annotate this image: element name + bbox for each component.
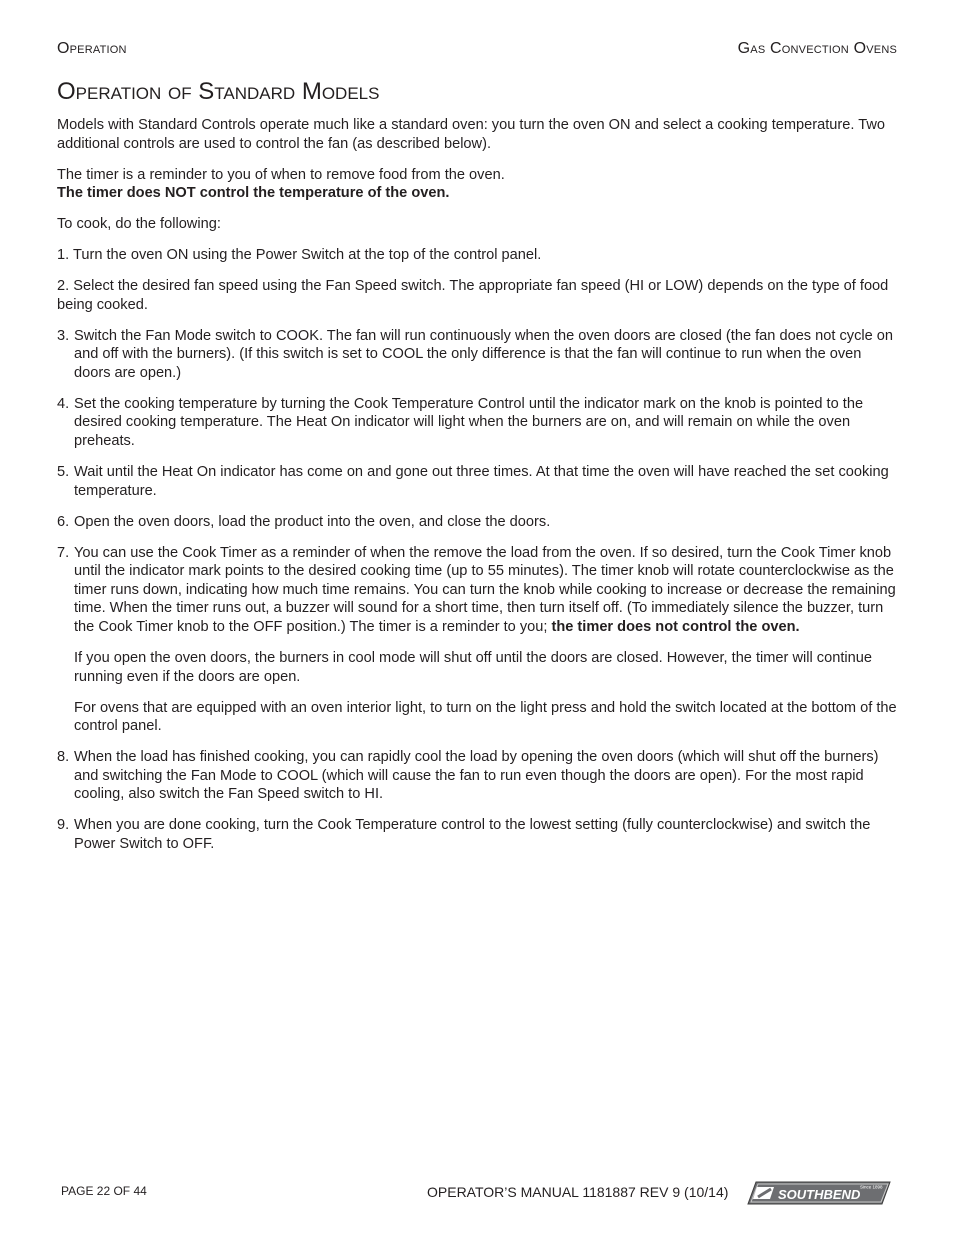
step-text: Open the oven doors, load the product into the oven, and close the doors.	[74, 513, 551, 530]
step-text: You can use the Cook Timer as a reminder of when the remove the load from the oven. If so desired, turn the Cook Timer knob until the indicator mark points to the desired cooking time (up to 55 minutes). The timer knob will rotate counterclockwise as the timer runs down, indicating how much time remains. You can turn the knob while cooking to increase or decrease the remaining time. When the timer runs out, a buzzer will sound for a short time, then turn itself off. (To immediately silence the buzzer, turn the Cook Timer knob to the OFF position.) The timer is a reminder to you;	[74, 544, 896, 635]
step-number: 9.	[57, 817, 70, 834]
step-5	[57, 463, 897, 500]
step-8	[57, 748, 897, 804]
timer-note: The timer is a reminder to you of when to remove food from the oven.	[57, 166, 505, 183]
manual-reference: OPERATOR’S MANUAL 1181887 REV 9 (10/14)	[427, 1184, 729, 1200]
step-6	[57, 513, 897, 532]
logo-since: Since 1898	[860, 1184, 883, 1190]
step-text: When you are done cooking, turn the Cook Temperature control to the lowest setting (fully counterclockwise) and switch the Power Switch to OFF.	[74, 817, 871, 852]
step-number: 5.	[57, 464, 70, 481]
step-number: 3.	[57, 327, 70, 344]
instructions-lead: To cook, do the following:	[57, 216, 221, 233]
step-text: Wait until the Heat On indicator has come on and gone out three times. At that time the oven will have reached the set cooking temperature.	[74, 464, 889, 499]
step-number: 2.	[57, 278, 70, 295]
step-number: 1.	[57, 247, 70, 264]
step-text: Switch the Fan Mode switch to COOK. The fan will run continuously when the oven doors are closed (the fan does not cycle on and off with the burners). (If this switch is set to COOL the only difference is that the fan will continue to run when the oven doors are open.)	[74, 327, 894, 381]
step-9	[57, 816, 897, 853]
running-header-section: Operation	[57, 40, 127, 57]
step-2	[57, 277, 897, 314]
timer-warning: The timer does NOT control the temperature of the oven.	[57, 185, 450, 202]
page-title: Operation of Standard Models	[57, 78, 380, 105]
step-warning: the timer does not control the oven.	[551, 618, 800, 635]
running-header-document: Gas Convection Ovens	[737, 40, 897, 57]
step-text: Turn the oven ON using the Power Switch at the top of the control panel.	[72, 247, 542, 264]
step-number: 7.	[57, 544, 70, 561]
page-number: PAGE 22 OF 44	[61, 1184, 147, 1198]
step-text: When the load has finished cooking, you can rapidly cool the load by opening the oven doors (which will shut off the burners) and switching the Fan Mode to COOL (which will cause the fan to run even though the doors are open). For the most rapid cooling, also switch the Fan Speed switch to HI.	[74, 749, 879, 803]
step-3	[57, 327, 897, 383]
step-7	[57, 544, 897, 637]
step-4	[57, 395, 897, 451]
step-number: 6.	[57, 513, 70, 530]
step-text: Set the cooking temperature by turning the Cook Temperature Control until the indicator mark on the knob is pointed to the desired cooking temperature. The Heat On indicator will light when the burners are on, and will remain on while the oven preheats.	[74, 395, 864, 450]
southbend-logo	[744, 1180, 894, 1206]
step-number: 4.	[57, 395, 70, 412]
logo-wordmark: SOUTHBEND	[778, 1187, 861, 1202]
intro-paragraph: Models with Standard Controls operate much like a standard oven: you turn the oven ON and select a cooking temperature. Two additional controls are used to control the fan (as described below).	[57, 117, 885, 152]
step-7-note-doors: If you open the oven doors, the burners in cool mode will shut off until the doors are closed. However, the timer will continue running even if the doors are open.	[74, 649, 872, 685]
step-number: 8.	[57, 749, 70, 766]
body-content	[57, 116, 897, 853]
step-7-note-light: For ovens that are equipped with an oven interior light, to turn on the light press and hold the switch located at the bottom of the control panel.	[74, 699, 897, 735]
step-1	[57, 246, 897, 265]
step-text: Select the desired fan speed using the Fan Speed switch. The appropriate fan speed (HI or LOW) depends on the type of food being cooked.	[57, 278, 889, 313]
